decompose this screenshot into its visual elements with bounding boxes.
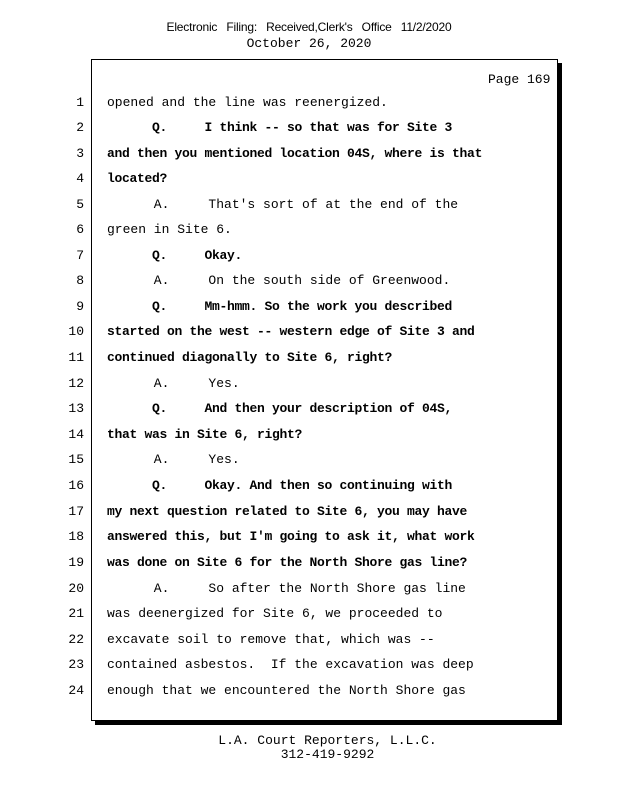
line-number: 18: [68, 529, 84, 544]
line-number: 17: [68, 504, 84, 519]
line-number: 24: [68, 683, 84, 698]
transcript-line: answered this, but I'm going to ask it, what work: [107, 529, 475, 544]
transcript-line: was done on Site 6 for the North Shore gas line?: [107, 555, 468, 570]
transcript-line: and then you mentioned location 04S, where is that: [107, 146, 483, 161]
transcript-line: opened and the line was reenergized.: [107, 95, 388, 110]
line-number: 14: [68, 427, 84, 442]
transcript-line: A. Yes.: [107, 376, 240, 391]
transcript-line: A. On the south side of Greenwood.: [107, 273, 451, 288]
line-number: 3: [76, 146, 84, 161]
line-number: 5: [76, 197, 84, 212]
transcript-line: excavate soil to remove that, which was --: [107, 632, 435, 647]
line-number: 15: [68, 452, 84, 467]
filing-stamp: Electronic Filing: Received,Clerk's Office 11/2/2020: [166, 20, 452, 34]
transcript-line: started on the west -- western edge of Site 3 and: [107, 324, 475, 339]
transcript-line: my next question related to Site 6, you may have: [107, 504, 468, 519]
transcript-line: A. That's sort of at the end of the: [107, 197, 459, 212]
transcript-line: continued diagonally to Site 6, right?: [107, 350, 393, 365]
line-number: 19: [68, 555, 84, 570]
transcript-line: Q. I think -- so that was for Site 3: [107, 120, 453, 135]
transcript-line: enough that we encountered the North Shore gas: [107, 683, 466, 698]
line-number: 8: [76, 273, 84, 288]
line-number: 12: [68, 376, 84, 391]
transcript-line: Q. And then your description of 04S,: [107, 401, 453, 416]
transcript-line: located?: [107, 171, 168, 186]
line-number: 23: [68, 657, 84, 672]
transcript-line: A. So after the North Shore gas line: [107, 581, 466, 596]
line-number: 4: [76, 171, 84, 186]
transcript-line: was deenergized for Site 6, we proceeded to: [107, 606, 443, 621]
line-number: 9: [76, 299, 84, 314]
line-number: 13: [68, 401, 84, 416]
transcript-line: contained asbestos. If the excavation was deep: [107, 657, 474, 672]
line-number: 6: [76, 222, 84, 237]
transcript-line: Q. Okay.: [107, 248, 243, 263]
line-number: 11: [68, 350, 84, 365]
transcript-line: A. Yes.: [107, 452, 240, 467]
page-number: Page 169: [488, 72, 551, 87]
line-number: 16: [68, 478, 84, 493]
transcript-line: that was in Site 6, right?: [107, 427, 303, 442]
footer-company: L.A. Court Reporters, L.L.C.: [218, 733, 437, 748]
transcript-line: Q. Mm-hmm. So the work you described: [107, 299, 453, 314]
transcript-line: green in Site 6.: [107, 222, 232, 237]
line-number: 7: [76, 248, 84, 263]
line-number: 1: [76, 95, 84, 110]
footer-phone: 312-419-9292: [280, 747, 375, 762]
line-number: 2: [76, 120, 84, 135]
line-number: 10: [68, 324, 84, 339]
filing-date: October 26, 2020: [246, 36, 372, 51]
line-number: 22: [68, 632, 84, 647]
line-number: 21: [68, 606, 84, 621]
transcript-line: Q. Okay. And then so continuing with: [107, 478, 453, 493]
line-number: 20: [68, 581, 84, 596]
